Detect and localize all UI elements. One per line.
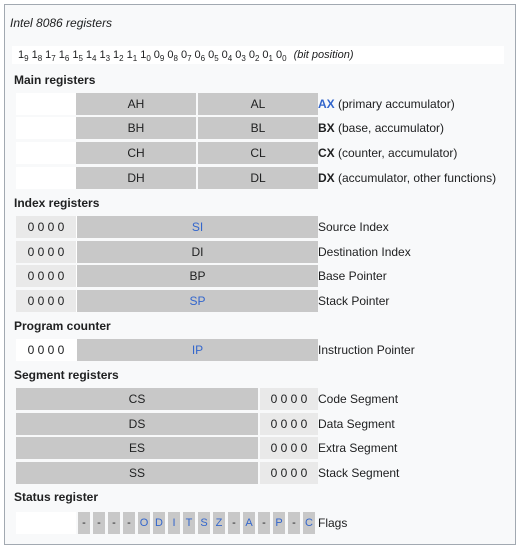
bit-position-14: $0_5$: [208, 49, 219, 63]
register-bp-name: BP: [189, 269, 206, 283]
bit-position-2: $1_7$: [45, 49, 56, 63]
index-zero-bits: 0 0 0 0: [16, 241, 76, 263]
flag-unused: [123, 512, 135, 534]
bit-position-13: $0_6$: [194, 49, 206, 63]
flag-unused: [108, 512, 120, 534]
section-program-counter: Program counter: [14, 319, 111, 333]
flag-o-label[interactable]: O: [139, 517, 149, 529]
flag-unused-label: -: [82, 517, 86, 529]
register-bl: BL: [198, 117, 318, 139]
register-dh: DH: [76, 167, 196, 189]
bit-position-18: $0_1$: [262, 49, 273, 63]
flag-s[interactable]: [198, 512, 210, 534]
flag-unused-label: -: [292, 517, 296, 529]
flag-t[interactable]: [183, 512, 195, 534]
register-dx-link: DX: [318, 171, 335, 185]
bit-position-7: $1_2$: [113, 49, 124, 63]
register-ch: CH: [76, 142, 196, 164]
flag-unused-label: -: [112, 517, 116, 529]
bit-positions: [18, 49, 353, 63]
bit-position-12: $0_7$: [180, 49, 192, 63]
index-zero-bits: 0 0 0 0: [16, 290, 76, 312]
section-segment-registers: Segment registers: [14, 368, 119, 382]
main-row-blank: [16, 93, 76, 115]
flag-c-label[interactable]: C: [305, 517, 313, 529]
register-es: ES: [16, 437, 258, 459]
flag-p[interactable]: [273, 512, 285, 534]
register-bp: [76, 265, 318, 287]
section-main-registers: Main registers: [14, 73, 96, 87]
register-bx-desc: (base, accumulator): [334, 121, 445, 135]
register-ip[interactable]: [76, 339, 318, 361]
pc-zero-bits: 0 0 0 0: [16, 339, 76, 361]
register-cx-desc: (counter, accumulator): [334, 146, 458, 160]
flag-p-label[interactable]: P: [275, 517, 283, 529]
flag-a[interactable]: [243, 512, 255, 534]
main-register-description: [318, 93, 455, 115]
flag-c[interactable]: [303, 512, 315, 534]
register-ds: DS: [16, 413, 258, 435]
register-cl: CL: [198, 142, 318, 164]
register-ax-desc: (primary accumulator): [334, 97, 455, 111]
bit-position-5: $1_4$: [85, 49, 97, 63]
flag-z-label[interactable]: Z: [215, 517, 223, 529]
section-index-registers: Index registers: [14, 196, 100, 210]
index-zero-bits: 0 0 0 0: [16, 216, 76, 238]
bit-position-8: $1_1$: [126, 49, 138, 63]
index-register-description: Stack Pointer: [318, 294, 390, 308]
flag-d[interactable]: [153, 512, 165, 534]
bit-position-6: $1_3$: [99, 49, 111, 63]
bit-position-16: $0_3$: [235, 49, 246, 63]
register-ax-link[interactable]: AX: [318, 97, 335, 111]
register-cx-link: CX: [318, 146, 335, 160]
bit-position-17: $0_2$: [248, 49, 260, 63]
flag-unused: [93, 512, 105, 534]
main-row-blank: [16, 142, 76, 164]
register-al: AL: [198, 93, 318, 115]
flag-unused-label: -: [262, 517, 266, 529]
flag-unused-label: -: [97, 517, 101, 529]
flag-d-label[interactable]: D: [155, 517, 163, 529]
register-ss: SS: [16, 462, 258, 484]
register-si-name[interactable]: SI: [191, 220, 204, 234]
bit-position-19: $0_0$: [275, 49, 287, 63]
index-zero-bits: 0 0 0 0: [16, 265, 76, 287]
register-sp-name[interactable]: SP: [189, 294, 206, 308]
flag-unused: [78, 512, 90, 534]
main-register-description: [318, 117, 444, 139]
index-register-description: Destination Index: [318, 245, 411, 259]
infobox-title: Intel 8086 registers: [10, 16, 113, 30]
bit-position-9: $1_0$: [140, 49, 151, 63]
pc-description: Instruction Pointer: [318, 343, 415, 357]
segment-register-description: Data Segment: [318, 417, 395, 431]
segment-register-description: Stack Segment: [318, 466, 400, 480]
segment-register-description: Code Segment: [318, 392, 399, 406]
register-dx-desc: (accumulator, other functions): [334, 171, 497, 185]
flags-label: Flags: [318, 516, 348, 530]
flag-s-label[interactable]: S: [200, 517, 208, 529]
section-status-register: Status register: [14, 490, 99, 504]
flag-o[interactable]: [138, 512, 150, 534]
bit-position-1: $1_8$: [31, 49, 43, 63]
flag-z[interactable]: [213, 512, 225, 534]
index-register-description: Base Pointer: [318, 269, 387, 283]
flag-i-label[interactable]: I: [172, 517, 176, 529]
bit-position-0: $1_9$: [18, 49, 29, 63]
segment-zero-bits: 0 0 0 0: [260, 413, 318, 435]
flag-i[interactable]: [168, 512, 180, 534]
register-bh: BH: [76, 117, 196, 139]
flag-t-label[interactable]: T: [185, 517, 193, 529]
main-register-description: [318, 142, 457, 164]
bit-position-row: [12, 46, 504, 64]
bit-position-10: $0_9$: [153, 49, 165, 63]
register-bx-link: BX: [318, 121, 335, 135]
register-ah: AH: [76, 93, 196, 115]
flag-a-label[interactable]: A: [245, 517, 253, 529]
segment-register-description: Extra Segment: [318, 441, 398, 455]
register-di-name: DI: [191, 245, 204, 259]
status-blank: [16, 512, 76, 534]
main-row-blank: [16, 117, 76, 139]
bit-position-11: $0_8$: [167, 49, 178, 63]
bit-position-15: $0_4$: [221, 49, 233, 63]
flag-unused: [288, 512, 300, 534]
register-sp[interactable]: [76, 290, 318, 312]
flag-unused: [228, 512, 240, 534]
flag-unused: [258, 512, 270, 534]
bit-position-3: $1_6$: [58, 49, 70, 63]
register-cs: CS: [16, 388, 258, 410]
bit-position-4: $1_5$: [72, 49, 83, 63]
register-si[interactable]: [76, 216, 318, 238]
main-row-blank: [16, 167, 76, 189]
segment-zero-bits: 0 0 0 0: [260, 388, 318, 410]
bit-position-label: (bit position): [293, 49, 354, 61]
register-di: [76, 241, 318, 263]
segment-zero-bits: 0 0 0 0: [260, 437, 318, 459]
main-register-description: [318, 167, 496, 189]
register-ip-link[interactable]: IP: [191, 343, 204, 357]
segment-zero-bits: 0 0 0 0: [260, 462, 318, 484]
index-register-description: Source Index: [318, 220, 389, 234]
register-dl: DL: [198, 167, 318, 189]
flag-unused-label: -: [232, 517, 236, 529]
flag-unused-label: -: [127, 517, 131, 529]
